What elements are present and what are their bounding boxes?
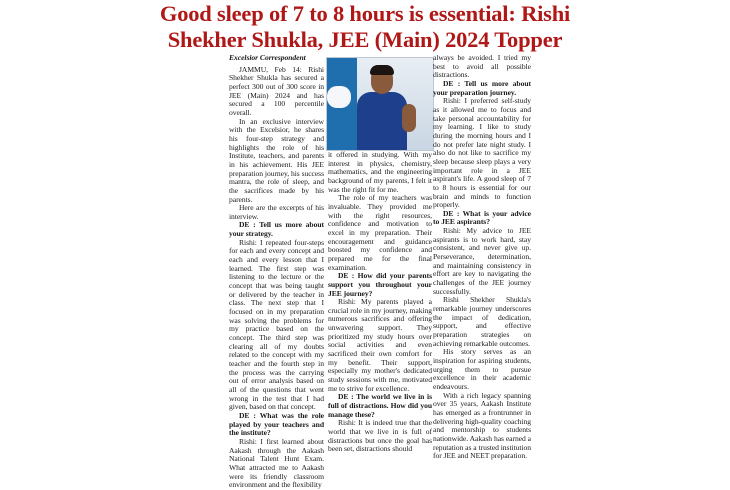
paragraph: Rishi Shekher Shukla's remarkable journey underscores the impact of dedication, support, and effective preparation strategies on achieving remarkable outcomes. (433, 295, 531, 348)
article-column-3 (433, 54, 531, 461)
answer: Rishi: I preferred self-study as it allowed me to focus and take personal accountability for my learning. I like to study during the morning hours and I do not prefer late night study. I also do not like to sacrifice my sleep because sleep plays a very important role in a JEE aspirant's life. A good sleep of 7 to 8 hours is essential for our brain and minds to function properly. (433, 96, 531, 210)
article-column-2 (328, 151, 432, 454)
answer: Rishi: My advice to JEE aspirants is to work hard, stay consistent, and never give up. Perseverance, determination, and maintaining consistency in effort are key to navigating the challenges of the JEE journey successfully. (433, 226, 531, 296)
paragraph: His story serves as an inspiration for aspiring students, urging them to pursue excellence in their academic endeavours. (433, 347, 531, 391)
person-arm (402, 104, 416, 132)
question: DE : What is your advice to JEE aspirants? (433, 208, 531, 227)
paragraph: Here are the excerpts of his interview. (229, 203, 324, 221)
person-hair (370, 65, 394, 75)
question: DE : The world we live in is full of distractions. How did you manage these? (328, 392, 432, 419)
question: DE : Tell us more about your preparation journey. (433, 78, 531, 97)
paragraph: With a rich legacy spanning over 35 years, Aakash Institute has emerged as a frontrunner in delivering high-quality coaching and mentorship to students nationwide. Aakash has earned a reputation as a trusted institution for JEE and NEET preparation. (433, 390, 531, 461)
answer: Rishi: I first learned about Aakash through the Aakash National Talent Hunt Exam. What attracted me to Aakash were its friendly classroom environment and the flexibility (229, 436, 324, 490)
person-body (357, 92, 407, 151)
question: DE : How did your parents support you throughout your JEE journey? (328, 271, 432, 298)
paragraph: The role of my teachers was invaluable. They provided me with the right resources, confidence and motivation to excel in my preparation. Their encouragement and guidance boosted my confidence and prepared me for the final examination. (328, 193, 432, 272)
paragraph: JAMMU, Feb 14: Rishi Shekher Shukla has secured a perfect 300 out of 300 score in JEE (Main) 2024 and has secured a 100 percentile overall. (229, 64, 324, 117)
answer: Rishi: It is indeed true that the world that we live in is full of distractions but once the goal has been set, distractions should (328, 418, 432, 454)
banner-logo-shape (327, 86, 351, 108)
paragraph: it offered in studying. With my interest in physics, chemistry, mathematics, and the engineering background of my parents, I felt it was the right fit for me. (328, 150, 432, 194)
headline-line-2: Shekher Shukla, JEE (Main) 2024 Topper (167, 27, 563, 52)
answer: Rishi: My parents played a crucial role in my journey, making numerous sacrifices and offering unwavering support. They prioritized my study hours over social activities and even sacrificed their own comfort for my benefit. Their support, especially my mother's dedicated study sessions with me, motivated me to strive for excellence. (328, 297, 432, 393)
question: DE : Tell us more about your strategy. (229, 220, 324, 239)
paragraph: always be avoided. I tried my best to avoid all possible distractions. (433, 53, 531, 80)
article-column-1 (229, 54, 324, 490)
paragraph: In an exclusive interview with the Excelsior, he shares his four-step strategy and highlights the role of his Institute, teachers, and parents in his achievement. His JEE preparation journey, his success mantra, the role of sleep, and the sacrifices made by his parents. (229, 116, 324, 204)
question: DE : What was the role played by your teachers and the institute? (229, 410, 324, 438)
headline-line-1: Good sleep of 7 to 8 hours is essential: Rishi (159, 1, 571, 26)
topper-photo (326, 57, 434, 151)
byline: Excelsior Correspondent (229, 53, 306, 62)
answer: Rishi: I repeated four-steps for each and every concept and each and every lesson that I learned. The first step was listening to the lecture or the concept that was being taught or delivered by the teacher in class. The next step that I focused on in my preparation was solving the problems for my practice based on the concept. The third step was clearing all of my doubts related to the concept with my teacher and the fourth step in the process was the carrying out of error analysis based on all of the questions that went wrong in the test that I had given, based on that concept. (229, 237, 324, 412)
